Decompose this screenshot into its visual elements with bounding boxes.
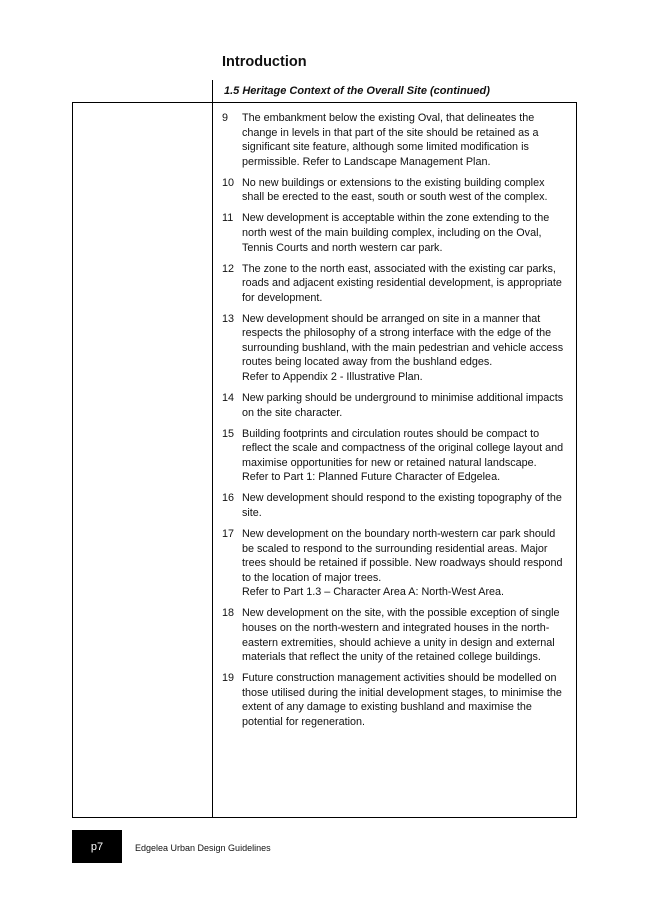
item-text-line: surrounding bushland, with the main pedestrian and vehicle access <box>242 341 564 354</box>
item-number: 16 <box>222 492 235 505</box>
item-number: 18 <box>222 607 235 620</box>
item-text-line: respects the philosophy of a strong interface with the edge of the <box>242 327 552 340</box>
guideline-item <box>222 111 572 169</box>
item-text <box>242 312 572 385</box>
page-number-badge <box>72 830 122 863</box>
page-title: Introduction <box>222 54 307 70</box>
item-number: 10 <box>222 176 235 189</box>
item-text-line: permissible. Refer to Landscape Management Plan. <box>242 155 491 168</box>
item-text <box>242 427 572 485</box>
item-text-line: The embankment below the existing Oval, that delineates the <box>242 112 535 124</box>
guideline-item <box>222 312 572 385</box>
item-text <box>242 491 572 520</box>
item-text-line: roads and adjacent existing residential development, is appropriate <box>242 277 562 290</box>
page-number: p7 <box>90 840 104 853</box>
item-text-line: be scaled to respond to the surrounding residential areas. Major <box>242 542 548 555</box>
document-title: Edgelea Urban Design Guidelines <box>135 843 271 853</box>
item-text-line: routes being located away from the bushland edges. <box>242 356 493 369</box>
section-heading: 1.5 Heritage Context of the Overall Site (continued) <box>224 85 490 97</box>
guideline-item <box>222 527 572 600</box>
item-number: 9 <box>222 112 229 124</box>
item-text-line: site. <box>242 506 262 519</box>
item-text-line: potential for regeneration. <box>242 715 366 728</box>
item-text-line: New parking should be underground to minimise additional impacts <box>242 392 564 405</box>
guideline-item <box>222 211 572 255</box>
item-text-line: those utilised during the initial development stages, to minimise the <box>242 686 562 699</box>
item-text-line: The zone to the north east, associated with the existing car parks, <box>242 262 556 275</box>
item-text-line: eastern extremities, should achieve a unity in design and external <box>242 636 555 649</box>
item-text-line: No new buildings or extensions to the existing building complex <box>242 176 545 189</box>
item-number: 13 <box>222 312 235 325</box>
item-text-line: change in levels in that part of the site should be retained as a <box>242 126 539 139</box>
item-text-line: for development. <box>242 291 323 304</box>
column-divider <box>212 103 213 817</box>
item-text <box>242 391 572 420</box>
guideline-list <box>222 111 572 736</box>
guideline-item <box>222 262 572 306</box>
item-number: 17 <box>222 527 235 540</box>
item-text-line: Future construction management activities should be modelled on <box>242 672 557 685</box>
item-number: 14 <box>222 392 235 405</box>
item-text <box>242 262 572 306</box>
item-number: 15 <box>222 427 235 440</box>
item-number: 11 <box>222 212 234 225</box>
column-divider-top <box>212 80 213 102</box>
item-text-line: New development should be arranged on site in a manner that <box>242 312 541 325</box>
item-text-line: trees should be retained if possible. New roadways should respond <box>242 557 563 570</box>
item-text <box>242 176 572 205</box>
guideline-item <box>222 427 572 485</box>
item-text-line: houses on the north-western and integrated houses in the north- <box>242 621 550 634</box>
item-text-line: on the site character. <box>242 406 343 419</box>
item-text <box>242 671 572 729</box>
item-text-line: significant site feature, although some limited modification is <box>242 141 529 154</box>
item-text-line: Tennis Courts and north western car park. <box>242 241 443 254</box>
item-text <box>242 606 572 664</box>
guideline-item <box>222 391 572 420</box>
item-text-line: extent of any damage to existing bushland and maximise the <box>242 701 532 714</box>
item-text-line: maximise opportunities for new or retained natural landscape. <box>242 456 537 469</box>
item-text-line: Refer to Part 1.3 – Character Area A: North-West Area. <box>242 586 505 599</box>
item-text-line: reflect the scale and compactness of the original college layout and <box>242 442 564 455</box>
item-text-line: New development is acceptable within the zone extending to the <box>242 212 550 225</box>
item-text-line: shall be erected to the east, south or south west of the complex. <box>242 191 548 204</box>
item-text <box>242 527 572 600</box>
item-text-line: New development on the boundary north-western car park should <box>242 527 556 540</box>
guideline-item <box>222 491 572 520</box>
item-number: 19 <box>222 672 235 685</box>
item-text <box>242 211 572 255</box>
item-text-line: materials that reflect the unity of the retained college buildings. <box>242 651 541 664</box>
item-text-line: New development should respond to the existing topography of the <box>242 492 562 505</box>
item-text-line: Building footprints and circulation routes should be compact to <box>242 427 540 440</box>
guideline-item <box>222 176 572 205</box>
item-text-line: to the location of major trees. <box>242 571 382 584</box>
item-text <box>242 111 572 169</box>
item-text-line: Refer to Appendix 2 - Illustrative Plan. <box>242 371 423 384</box>
item-number: 12 <box>222 262 235 275</box>
item-text-line: north west of the main building complex, including on the Oval, <box>242 226 542 239</box>
item-text-line: New development on the site, with the possible exception of single <box>242 607 560 620</box>
guideline-item <box>222 606 572 664</box>
guideline-item <box>222 671 572 729</box>
item-text-line: Refer to Part 1: Planned Future Character of Edgelea. <box>242 471 501 484</box>
